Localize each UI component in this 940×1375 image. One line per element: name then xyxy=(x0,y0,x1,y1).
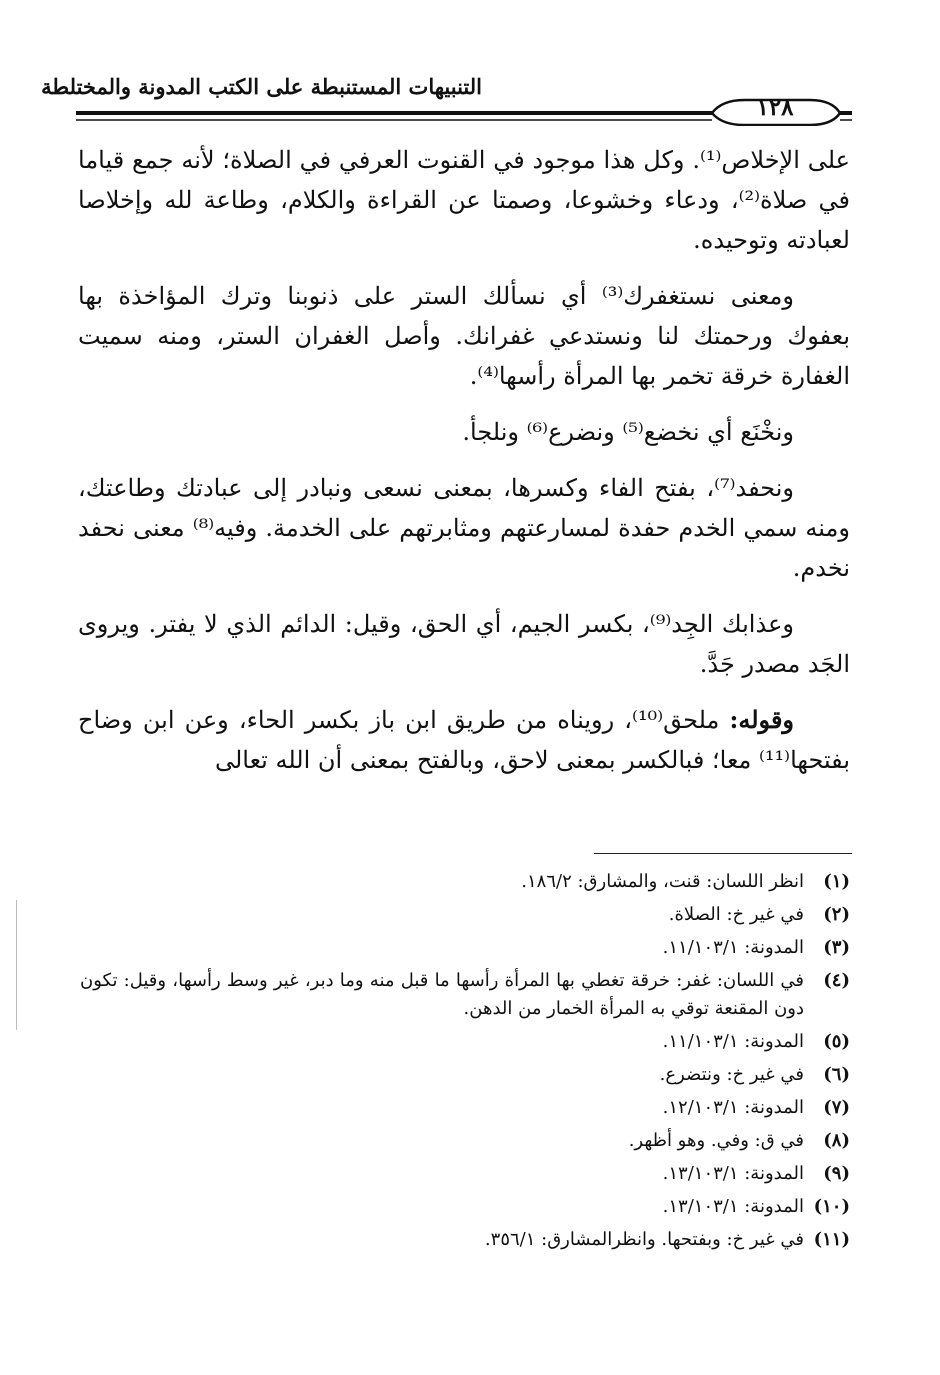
footnote-number: (١١) xyxy=(813,1229,850,1250)
footnote-text: في غير خ: الصلاة. xyxy=(668,904,804,925)
footnote-text: في غير خ: ونتضرع. xyxy=(659,1064,804,1085)
footnote-number: (٦) xyxy=(823,1064,850,1085)
footnote-number: (٢) xyxy=(823,904,850,925)
footnote-text: انظر اللسان: قنت، والمشارق: ١٨٦/٢. xyxy=(521,871,804,892)
running-header-title: التنبيهات المستنبطة على الكتب المدونة والمختلطة xyxy=(41,74,482,99)
footnote-item xyxy=(80,1193,850,1221)
footnote-text: المدونة: ١٢/١٠٣/١. xyxy=(662,1097,804,1118)
paragraph-2 xyxy=(78,276,850,396)
footnote-item xyxy=(80,1028,850,1056)
footnote-number: (٤) xyxy=(823,970,850,991)
paragraph-text: ونحفد⁽⁷⁾، بفتح الفاء وكسرها، بمعنى نسعى ونبادر إلى عبادتك وطاعتك، ومنه سمي الخدم حفدة لمسارعتهم ومثابرتهم على الخدمة. وفيه⁽⁸⁾ معنى نحفد نخدم. xyxy=(78,474,850,582)
footnote-item xyxy=(80,1160,850,1188)
paragraph-text: ونخْنَع أي نخضع⁽⁵⁾ ونضرع⁽⁶⁾ ونلجأ. xyxy=(462,418,794,446)
footnote-number: (٥) xyxy=(823,1031,850,1052)
footnote-number: (٧) xyxy=(823,1097,850,1118)
footnote-text: في غير خ: وبفتحها. وانظرالمشارق: ٣٥٦/١. xyxy=(484,1229,804,1250)
footnote-item xyxy=(80,868,850,896)
footnote-separator xyxy=(594,853,852,854)
paragraph-text: ومعنى نستغفرك⁽³⁾ أي نسألك الستر على ذنوبنا وترك المؤاخذة بها بعفوك ورحمتك لنا ونستدعي غفرانك. وأصل الغفران الستر، ومنه سميت الغفارة خرقة تخمر بها المرأة رأسها⁽⁴⁾. xyxy=(78,282,850,390)
paragraph-4 xyxy=(78,468,850,588)
footnote-item xyxy=(80,1127,850,1155)
footnote-text: المدونة: ١٣/١٠٣/١. xyxy=(662,1163,804,1184)
main-text xyxy=(78,140,850,796)
paragraph-text: وعذابك الجِد⁽⁹⁾، بكسر الجيم، أي الحق، وقيل: الدائم الذي لا يفتر. ويروى الجَد مصدر جَدَّ. xyxy=(78,610,850,678)
page-number: ١٢٨ xyxy=(756,94,794,121)
paragraph-5 xyxy=(78,604,850,684)
paragraph-text: ملحق⁽¹⁰⁾، رويناه من طريق ابن باز بكسر الحاء، وعن ابن وضاح بفتحها⁽¹¹⁾ معا؛ فبالكسر بمعنى لاحق، وبالفتح بمعنى أن الله تعالى xyxy=(78,706,850,774)
footnote-item xyxy=(80,1226,850,1254)
footnote-item xyxy=(80,967,850,1023)
scan-margin-mark xyxy=(16,900,17,1030)
footnote-number: (٨) xyxy=(823,1130,850,1151)
footnote-number: (٩) xyxy=(823,1163,850,1184)
footnotes-list xyxy=(80,868,850,1259)
paragraph-1 xyxy=(78,140,850,260)
footnote-number: (١) xyxy=(823,871,850,892)
footnote-text: المدونة: ١١/١٠٣/١. xyxy=(662,1031,804,1052)
paragraph-text: على الإخلاص⁽¹⁾. وكل هذا موجود في القنوت العرفي في الصلاة؛ لأنه جمع قياما في صلاة⁽²⁾، ودعاء وخشوعا، وصمتا عن القراءة والكلام، وطاعة لله وإخلاصا لعبادته وتوحيده. xyxy=(78,146,850,254)
footnote-text: في اللسان: غفر: خرقة تغطي بها المرأة رأسها ما قبل منه وما دبر، غير وسط رأسها، وقيل: تكون دون المقنعة توقي به المرأة الخمار من الدهن. xyxy=(80,970,804,1019)
paragraph-3 xyxy=(78,412,850,452)
footnote-number: (٣) xyxy=(823,937,850,958)
footnote-item xyxy=(80,901,850,929)
footnote-item xyxy=(80,934,850,962)
footnote-text: المدونة: ١٣/١٠٣/١. xyxy=(662,1196,804,1217)
paragraph-6 xyxy=(78,700,850,780)
footnote-item xyxy=(80,1061,850,1089)
footnote-text: المدونة: ١١/١٠٣/١. xyxy=(662,937,804,958)
footnote-number: (١٠) xyxy=(813,1196,850,1217)
footnote-item xyxy=(80,1094,850,1122)
footnote-text: في ق: وفي. وهو أظهر. xyxy=(628,1130,804,1151)
paragraph-lead: وقوله: xyxy=(729,705,794,734)
